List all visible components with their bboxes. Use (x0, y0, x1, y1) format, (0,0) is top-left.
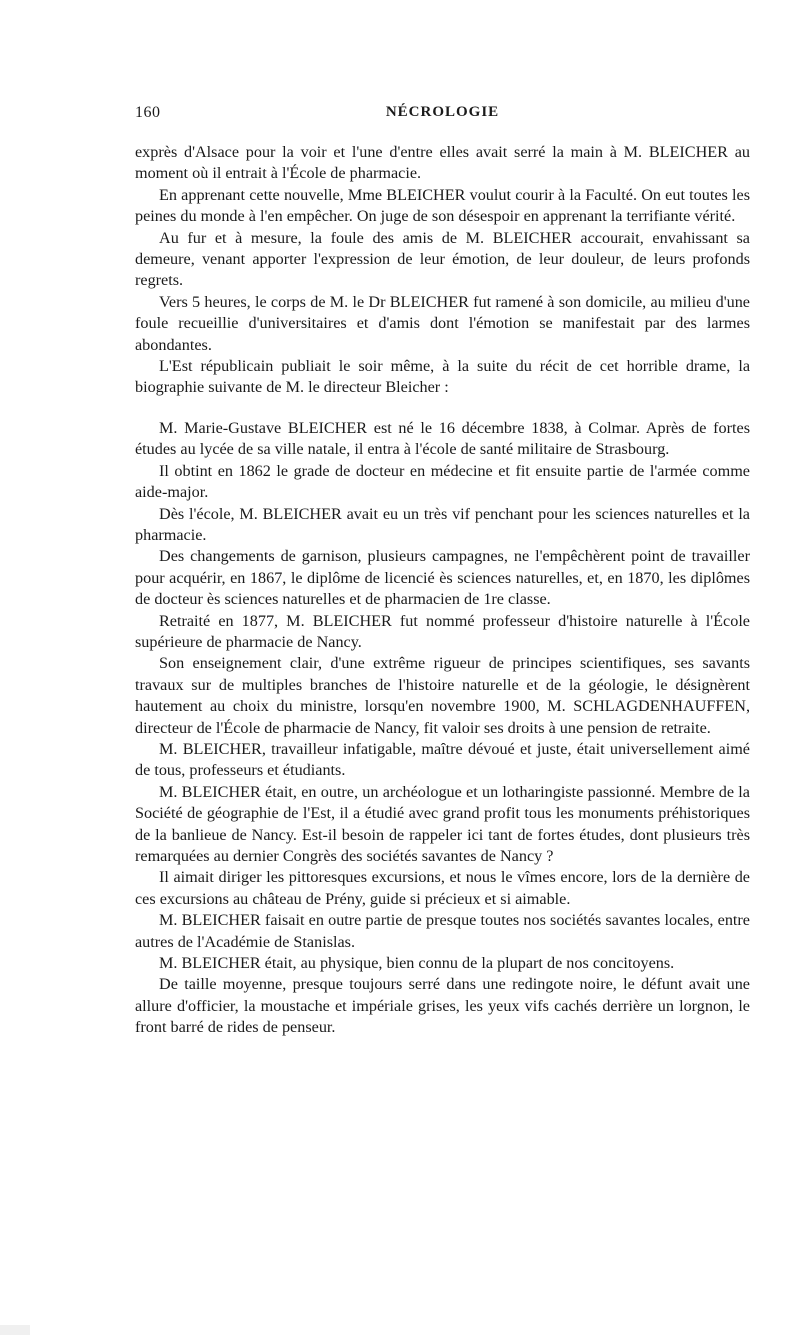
paragraph: M. BLEICHER était, en outre, un archéologue et un lotharingiste passionné. Membre de la Société de géographie de l'Est, il a étudié avec grand profit tous les monuments préhistoriques de la banlieue de Nancy. Est-il besoin de rappeler ici tant de fortes études, dont plusieurs très remarquées au dernier Congrès des sociétés savantes de Nancy ? (135, 782, 750, 865)
paragraph: En apprenant cette nouvelle, Mme BLEICHER voulut courir à la Faculté. On eut toutes les peines du monde à l'en empêcher. On juge de son désespoir en apprenant la terrifiante vérité. (135, 185, 750, 226)
paragraph: M. BLEICHER faisait en outre partie de presque toutes nos sociétés savantes locales, entre autres de l'Académie de Stanislas. (135, 911, 750, 951)
paragraph: Il obtint en 1862 le grade de docteur en médecine et fit ensuite partie de l'armée comme aide-major. (135, 461, 750, 502)
paragraph: L'Est républicain publiait le soir même, à la suite du récit de cet horrible drame, la biographie suivante de M. le directeur Bleicher : (135, 357, 750, 397)
paragraph: exprès d'Alsace pour la voir et l'une d'entre elles avait serré la main à M. BLEICHER au moment où il entrait à l'École de pharmacie. (135, 143, 750, 183)
paragraph: M. BLEICHER était, au physique, bien connu de la plupart de nos concitoyens. (159, 954, 675, 973)
paragraph: Il aimait diriger les pittoresques excursions, et nous le vîmes encore, lors de la dernière de ces excursions au château de Prény, guide si précieux et si aimable. (135, 868, 750, 908)
scan-mark (0, 1325, 30, 1335)
paragraph: M. BLEICHER, travailleur infatigable, maître dévoué et juste, était universellement aimé de tous, professeurs et étudiants. (135, 739, 750, 780)
paragraph: Des changements de garnison, plusieurs campagnes, ne l'empêchèrent point de travailler pour acquérir, en 1867, le diplôme de licencié ès sciences naturelles, et, en 1870, les diplômes de docteur ès sciences naturelles et de pharmacien de 1re classe. (135, 547, 750, 609)
paragraph: Dès l'école, M. BLEICHER avait eu un très vif penchant pour les sciences naturelles et la pharmacie. (135, 504, 750, 544)
running-title: NÉCROLOGIE (385, 104, 500, 120)
section-gap (135, 399, 750, 418)
body-text (135, 142, 750, 1039)
paragraph: Vers 5 heures, le corps de M. le Dr BLEICHER fut ramené à son domicile, au milieu d'une foule recueillie d'universitaires et d'amis dont l'émotion se manifestait par des larmes abondantes. (135, 292, 750, 354)
page-header (135, 104, 750, 128)
paragraph: Son enseignement clair, d'une extrême rigueur de principes scientifiques, ses savants travaux sur de multiples branches de l'histoire naturelle et de la géologie, le désignèrent hautement au choix du ministre, lorsqu'en novembre 1900, M. SCHLAGDENHAUFFEN, directeur de l'École de pharmacie de Nancy, fit valoir ses droits à une pension de retraite. (135, 654, 750, 737)
page-number: 160 (135, 104, 161, 121)
paragraph: Au fur et à mesure, la foule des amis de M. BLEICHER accourait, envahissant sa demeure, venant apporter l'expression de leur émotion, de leur douleur, de leurs profonds regrets. (135, 228, 750, 290)
paragraph: Retraité en 1877, M. BLEICHER fut nommé professeur d'histoire naturelle à l'École supérieure de pharmacie de Nancy. (135, 611, 750, 651)
paragraph: De taille moyenne, presque toujours serré dans une redingote noire, le défunt avait une allure d'officier, la moustache et impériale grises, les yeux vifs cachés derrière un lorgnon, le front barré de rides de penseur. (135, 975, 750, 1037)
paragraph: M. Marie-Gustave BLEICHER est né le 16 décembre 1838, à Colmar. Après de fortes études au lycée de sa ville natale, il entra à l'école de santé militaire de Strasbourg. (135, 418, 750, 459)
